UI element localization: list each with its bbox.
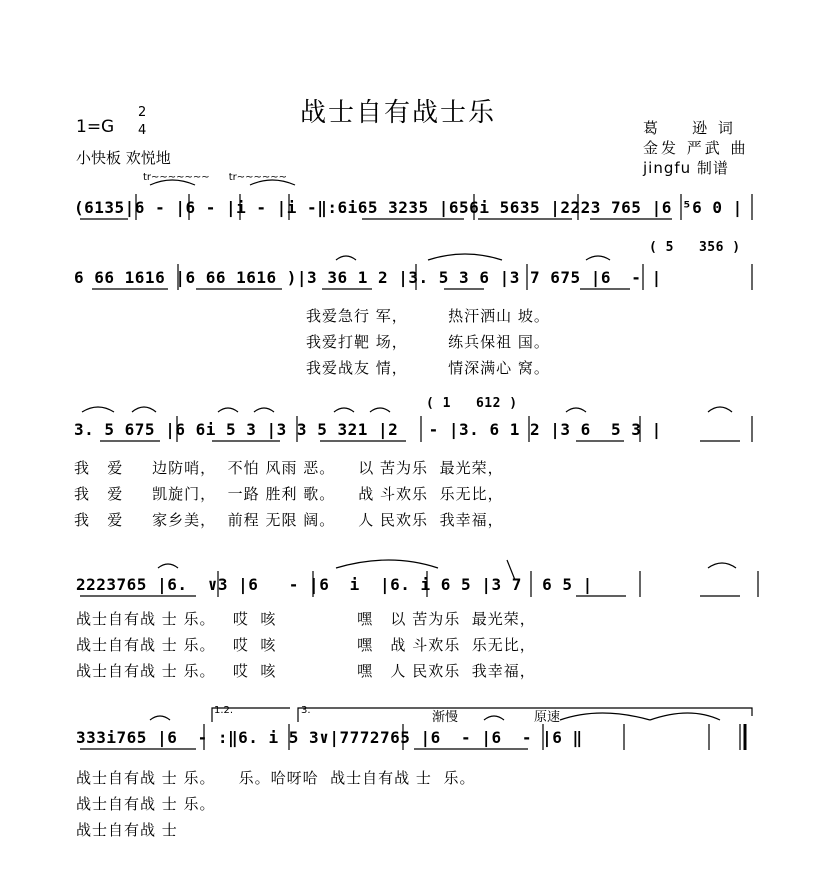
composer-credit: 金发 严武 曲 xyxy=(643,139,749,157)
a-tempo-marking: 原速 xyxy=(534,710,561,725)
lyric-line: 我 爱 家乡美， 前程 无限 阔。 人 民欢乐 我幸福， xyxy=(74,511,504,529)
lyric-line: 战士自有战 士 乐。 乐。哈呀哈 战士自有战 士 乐。 xyxy=(76,769,476,787)
lyric-line: 我 爱 边防哨， 不怕 风雨 恶。 以 苦为乐 最光荣， xyxy=(74,459,504,477)
volta-1-2-label: 1.2. xyxy=(214,705,234,716)
key-signature: 1=G xyxy=(76,117,115,137)
bracket-alt-notes-2: ( 1 612 ) xyxy=(426,396,518,411)
score-row-2: 6 66 1616 |6 66 1616 )|3 36 1 2 |3. 5 3 6 |3 7 675 |6 - | xyxy=(74,268,662,287)
time-signature-top: 2 xyxy=(138,105,147,120)
score-row-1: (6135|6 - |6 - |i - |i -‖:6i65 3235 |656i 5635 |2223 765 |6 ⁵6 0 | xyxy=(74,198,743,217)
lyric-line: 我爱打靶 场， 练兵保祖 国。 xyxy=(306,333,550,351)
time-signature-bottom: 4 xyxy=(138,123,147,138)
lyricist-credit: 葛 逊 词 xyxy=(643,119,736,137)
lyric-line: 战士自有战 士 乐。 哎 咳 嘿 战 斗欢乐 乐无比， xyxy=(76,636,536,654)
lyric-line: 我 爱 凯旋门， 一路 胜利 歌。 战 斗欢乐 乐无比， xyxy=(74,485,504,503)
lyric-line: 战士自有战 士 乐。 xyxy=(76,795,216,813)
bracket-alt-notes-1: ( 5 356 ) xyxy=(649,240,741,255)
lyric-line: 战士自有战 士 乐。 哎 咳 嘿 以 苦为乐 最光荣， xyxy=(76,610,536,628)
score-row-4: 2223765 |6. ∨3 |6 - |6 i |6. i 6 5 |3 7 6 5 | xyxy=(76,575,593,594)
trill-ornament: tr~~~~~~~ tr~~~~~~ xyxy=(143,172,288,183)
lyric-line: 战士自有战 士 xyxy=(76,821,178,839)
lyric-line: 我爱急行 军， 热汗洒山 坡。 xyxy=(306,307,550,325)
lyric-line: 战士自有战 士 乐。 哎 咳 嘿 人 民欢乐 我幸福， xyxy=(76,662,536,680)
volta-3-label: 3. xyxy=(301,705,311,716)
engraver-credit: jingfu 制谱 xyxy=(643,159,729,177)
lyric-line: 我爱战友 情， 情深满心 窝。 xyxy=(306,359,550,377)
song-title: 战士自有战士乐 xyxy=(300,98,497,128)
score-row-3: 3. 5 675 |6 6i 5 3 |3 3 5 321 |2 - |3. 6 1 2 |3 6 5 3 | xyxy=(74,420,662,439)
ritardando-marking: 渐慢 xyxy=(432,710,459,725)
tempo-marking: 小快板 欢悦地 xyxy=(76,149,171,167)
score-row-5: 333i765 |6 - :‖6. i 5 3∨|7772765 |6 - |6 - |6 ‖ xyxy=(76,728,583,747)
